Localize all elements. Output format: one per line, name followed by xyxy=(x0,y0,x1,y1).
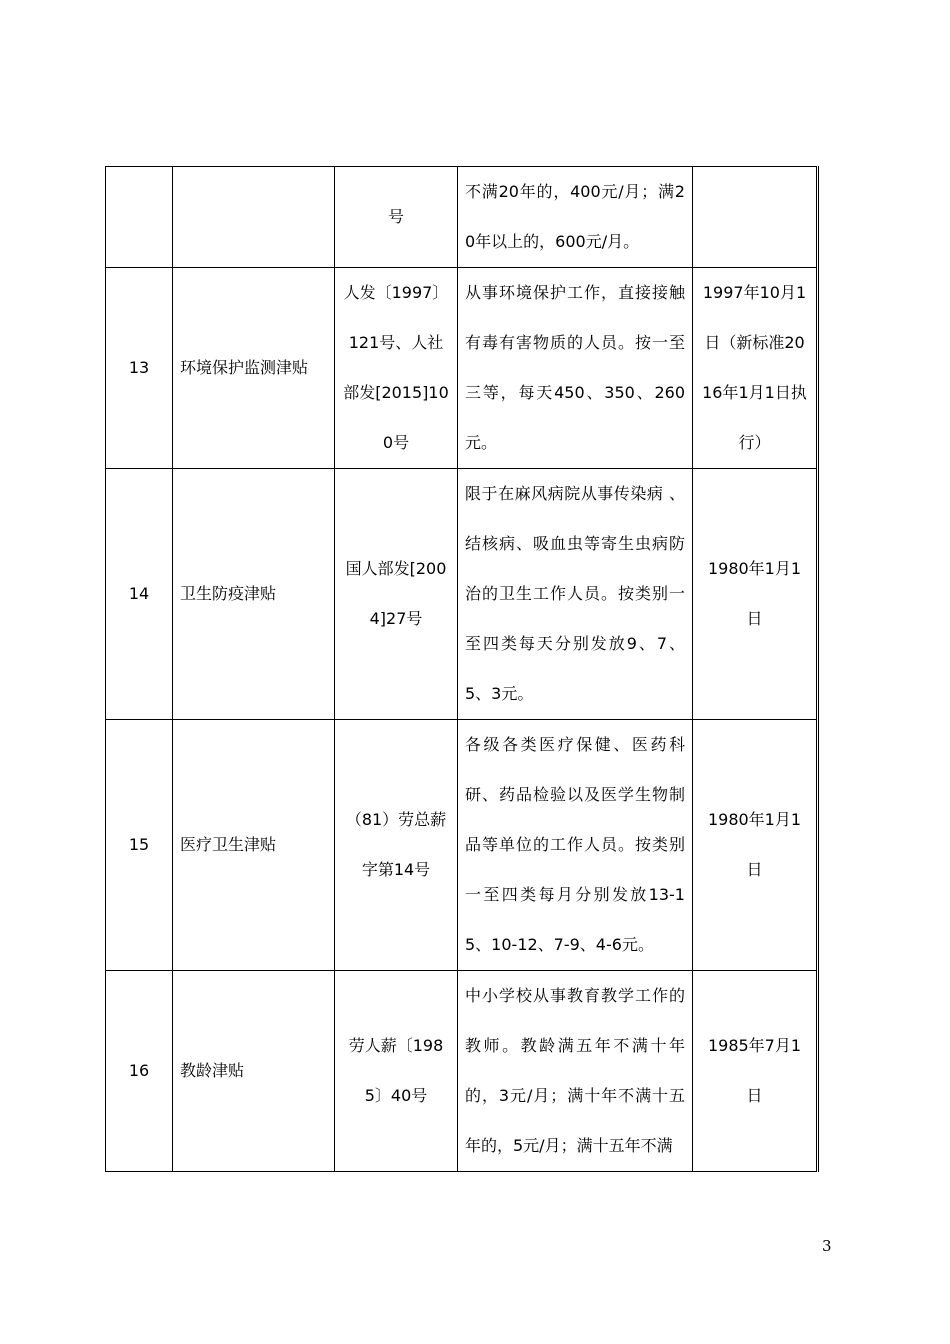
table-row xyxy=(106,167,818,268)
allowance-description: 各级各类医疗保健、医药科研、药品检验以及医学生物制品等单位的工作人员。按类别一至四类每月分别发放13-15、10-12、7-9、4-6元。 xyxy=(458,720,693,971)
allowance-table xyxy=(105,166,819,1172)
allowance-description: 从事环境保护工作，直接接触有毒有害物质的人员。按一至三等，每天450、350、260元。 xyxy=(458,268,693,469)
document-number: 国人部发[2004]27号 xyxy=(335,469,458,720)
row-number: 14 xyxy=(106,469,173,720)
table-row xyxy=(106,720,818,971)
document-number: 号 xyxy=(335,167,458,268)
allowance-description: 不满20年的，400元/月；满20年以上的，600元/月。 xyxy=(458,167,693,268)
effective-date: 1997年10月1日（新标准2016年1月1日执行） xyxy=(693,268,818,469)
effective-date: 1985年7月1日 xyxy=(693,971,818,1172)
allowance-name: 医疗卫生津贴 xyxy=(173,720,335,971)
effective-date: 1980年1月1日 xyxy=(693,720,818,971)
effective-date xyxy=(693,167,818,268)
row-number: 16 xyxy=(106,971,173,1172)
table-row xyxy=(106,469,818,720)
document-number: （81）劳总薪字第14号 xyxy=(335,720,458,971)
allowance-name: 卫生防疫津贴 xyxy=(173,469,335,720)
allowance-name xyxy=(173,167,335,268)
allowance-name: 环境保护监测津贴 xyxy=(173,268,335,469)
allowance-description: 中小学校从事教育教学工作的教师。教龄满五年不满十年的，3元/月；满十年不满十五年的，5元/月；满十五年不满 xyxy=(458,971,693,1172)
table-row xyxy=(106,268,818,469)
document-number: 劳人薪〔1985〕40号 xyxy=(335,971,458,1172)
row-number: 15 xyxy=(106,720,173,971)
page-number: 3 xyxy=(822,1237,832,1255)
row-number xyxy=(106,167,173,268)
allowance-name: 教龄津贴 xyxy=(173,971,335,1172)
table-row xyxy=(106,971,818,1172)
effective-date: 1980年1月1日 xyxy=(693,469,818,720)
row-number: 13 xyxy=(106,268,173,469)
document-number: 人发〔1997〕121号、人社部发[2015]100号 xyxy=(335,268,458,469)
allowance-description: 限于在麻风病院从事传染病 、结核病、吸血虫等寄生虫病防治的卫生工作人员。按类别一至四类每天分别发放9、7、5、3元。 xyxy=(458,469,693,720)
